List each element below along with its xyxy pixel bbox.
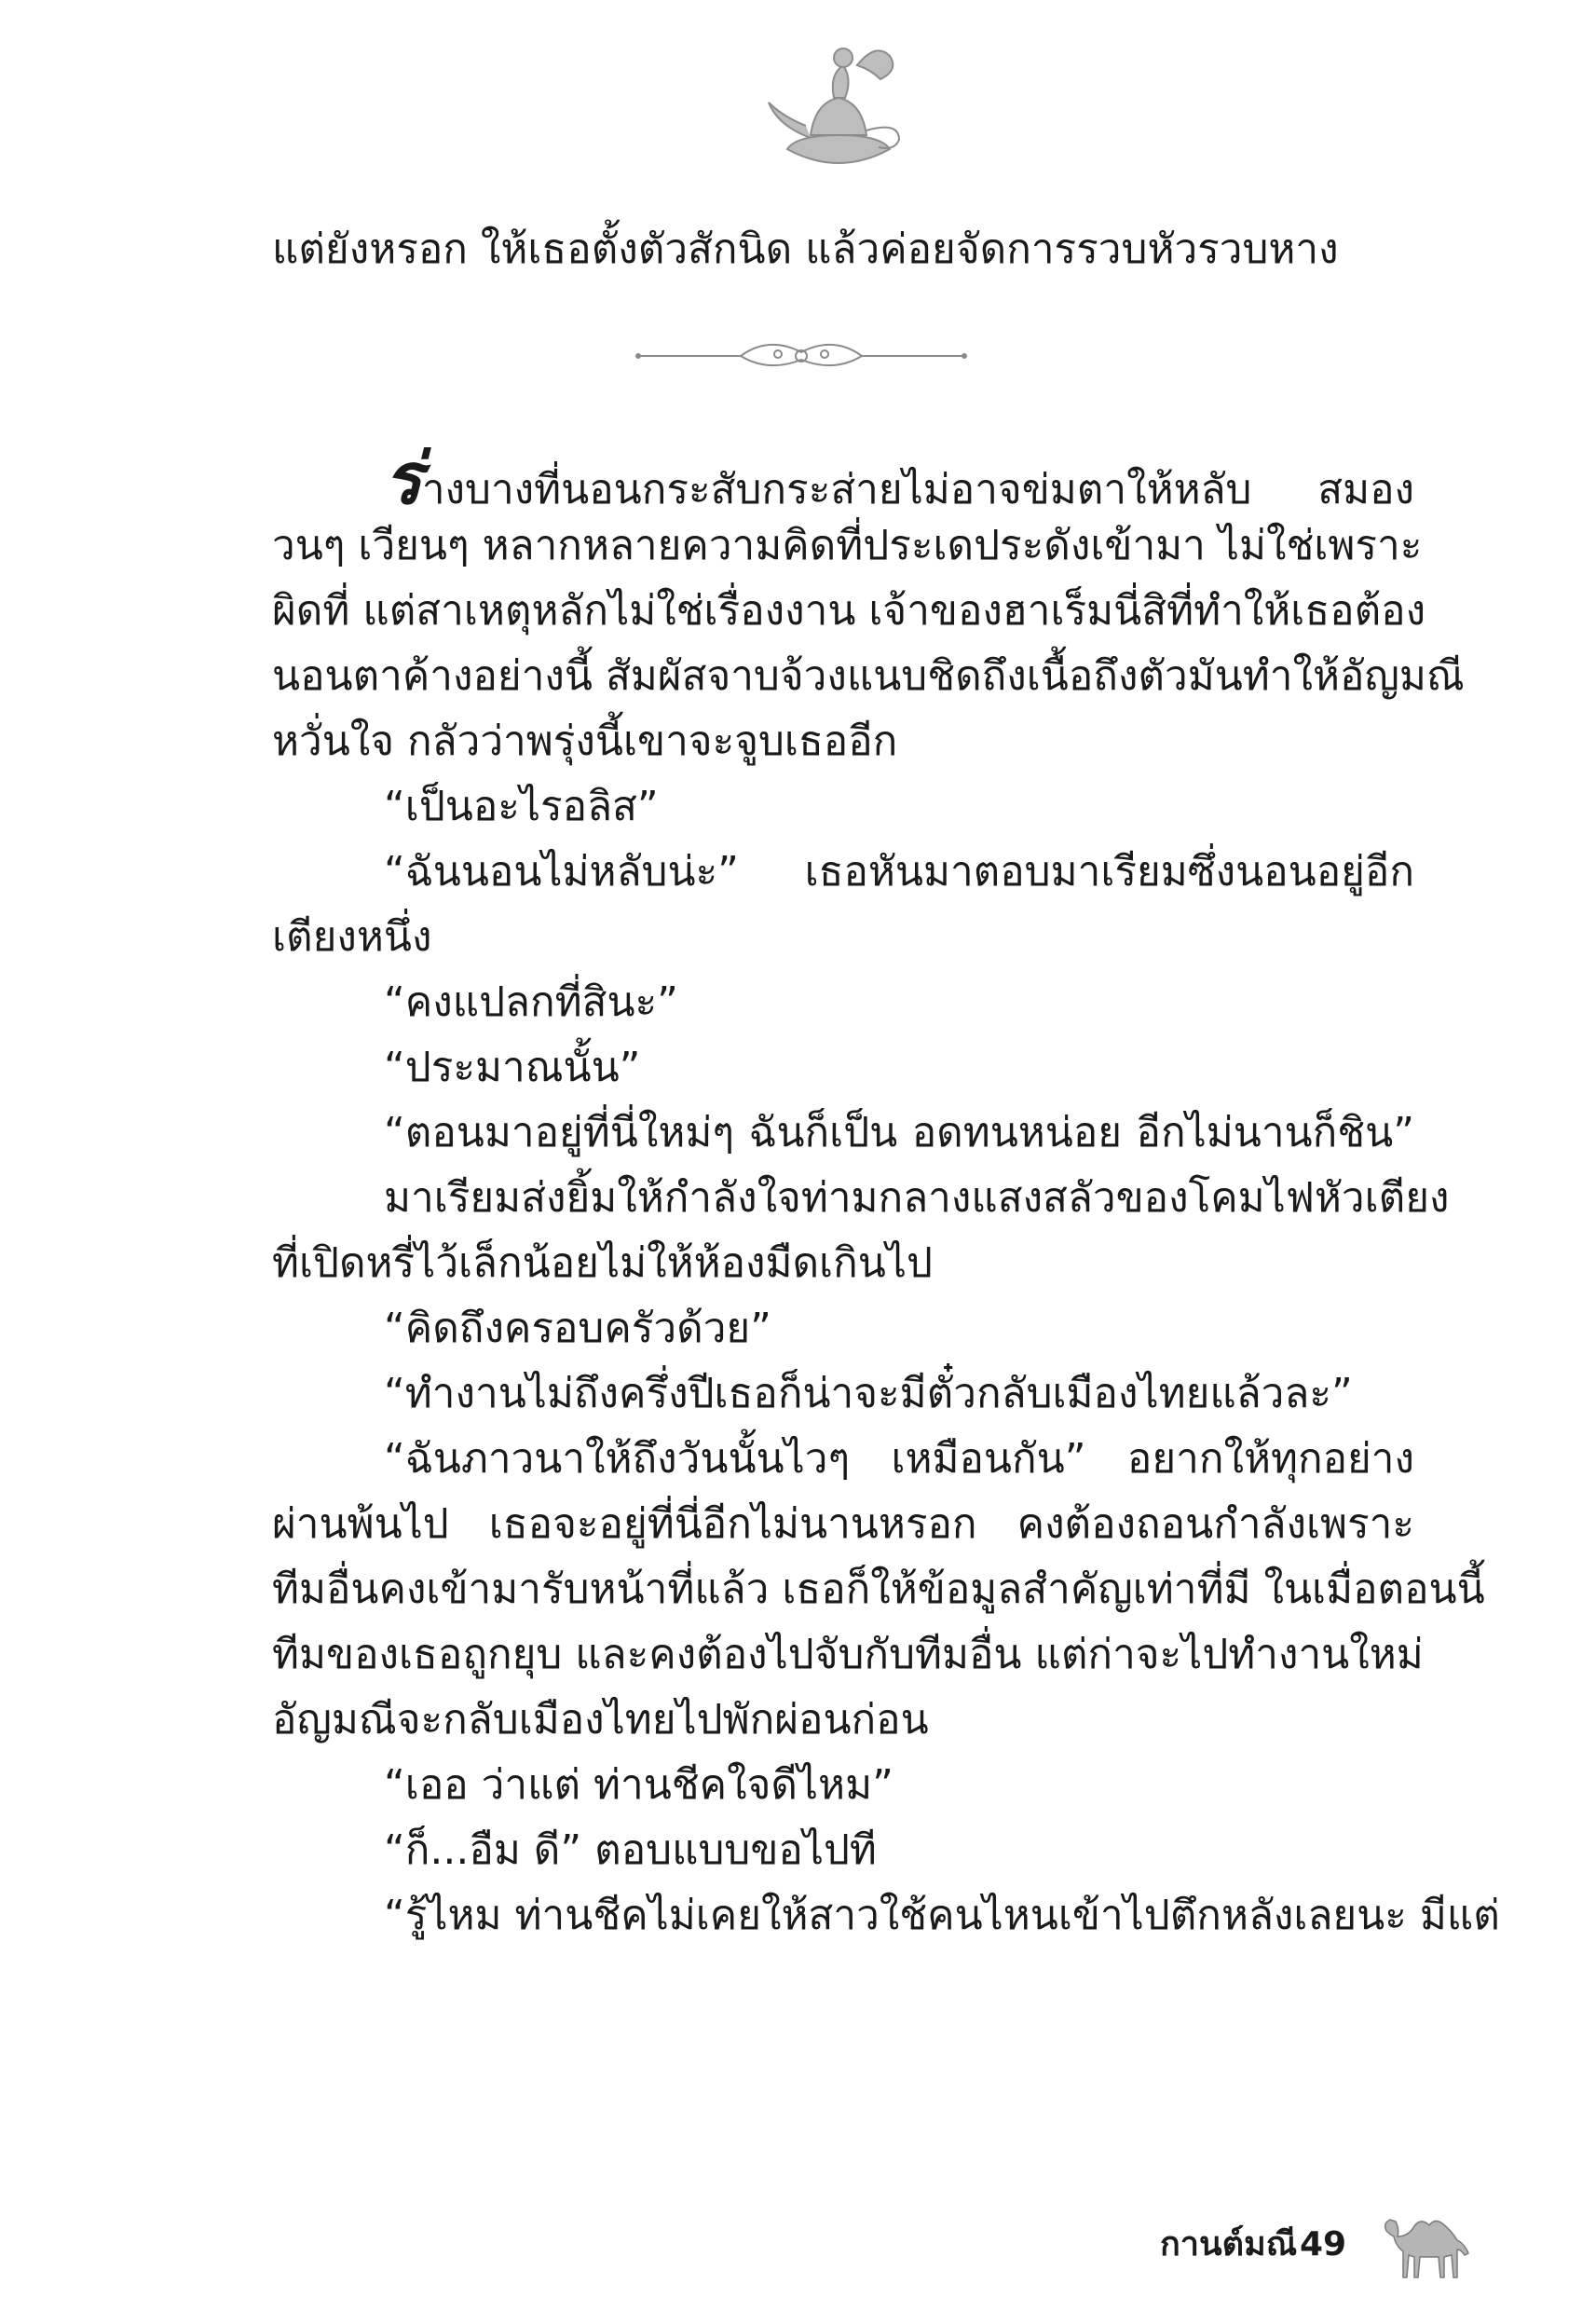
text-line: ทีมของเธอถูกยุบ และคงต้องไปจับกับทีมอื่น แต่ก่าจะไปทำงานใหม่ (272, 1631, 1424, 1678)
text-line: มาเรียมส่งยิ้มให้กำลังใจท่ามกลางแสงสลัวของโคมไฟหัวเตียง (384, 1174, 1450, 1222)
opening-line: แต่ยังหรอก ให้เธอตั้งตัวสักนิด แล้วค่อยจัดการรวบหัวรวบหาง (272, 226, 1339, 273)
text-line: ผิดที่ แต่สาเหตุหลักไม่ใช่เรื่องงาน เจ้าของฮาเร็มนี่สิที่ทำให้เธอต้อง (272, 587, 1426, 635)
dialogue-line: “รู้ไหม ท่านชีคไม่เคยให้สาวใช้คนไหนเข้าไปตึกหลังเลยนะ มีแต่ (384, 1892, 1500, 1939)
dialogue-line: “คงแปลกที่สินะ” (384, 978, 678, 1026)
text-line: นอนตาค้างอย่างนี้ สัมผัสจาบจ้วงแนบชิดถึงเนื้อถึงตัวมันทำให้อัญมณี (272, 652, 1465, 700)
dialogue-line: “ก็...อืม ดี” ตอบแบบขอไปที (384, 1826, 877, 1874)
dialogue-line: “คิดถึงครอบครัวด้วย” (384, 1305, 771, 1352)
text-line: อัญมณีจะกลับเมืองไทยไปพักผ่อนก่อน (272, 1696, 929, 1744)
dialogue-line: “ทำงานไม่ถึงครึ่งปีเธอก็น่าจะมีตั๋วกลับเมืองไทยแล้วละ” (384, 1370, 1353, 1417)
dialogue-line: “เออ ว่าแต่ ท่านชีคใจดีไหม” (384, 1761, 893, 1809)
text-line: ร่างบางที่นอนกระสับกระส่ายไม่อาจข่มตาให้หลับ สมอง (384, 437, 1414, 520)
dialogue-line: “ประมาณนั้น” (384, 1044, 641, 1091)
dialogue-line: “เป็นอะไรอลิส” (384, 783, 659, 830)
dialogue-line: “ฉันนอนไม่หลับน่ะ” เธอหันมาตอบมาเรียมซึ่งนอนอยู่อีก (384, 848, 1414, 896)
ornament-divider (629, 335, 974, 376)
text-line: เตียงหนึ่ง (272, 913, 432, 961)
camel-icon (1379, 2208, 1481, 2281)
footer-book-title: กานต์มณี (1160, 2225, 1298, 2263)
text-line: ผ่านพ้นไป เธอจะอยู่ที่นี่อีกไม่นานหรอก คงต้องถอนกำลังเพราะ (272, 1500, 1414, 1548)
page-number: 49 (1300, 2225, 1347, 2263)
drop-cap: ร่ (384, 437, 422, 520)
dialogue-line: “ตอนมาอยู่ที่นี่ใหม่ๆ ฉันก็เป็น อดทนหน่อย อีกไม่นานก็ชิน” (384, 1109, 1414, 1156)
text-line: ทีมอื่นคงเข้ามารับหน้าที่แล้ว เธอก็ให้ข้อมูลสำคัญเท่าที่มี ในเมื่อตอนนี้ (272, 1566, 1485, 1613)
genie-lamp-icon (759, 37, 918, 177)
text-line: หวั่นใจ กลัวว่าพรุ่งนี้เขาจะจูบเธออีก (272, 718, 898, 765)
dialogue-line: “ฉันภาวนาให้ถึงวันนั้นไวๆ เหมือนกัน” อยากให้ทุกอย่าง (384, 1435, 1414, 1483)
text-line: วนๆ เวียนๆ หลากหลายความคิดที่ประเดประดังเข้ามา ไม่ใช่เพราะ (272, 522, 1423, 569)
text-line: ที่เปิดหรี่ไว้เล็กน้อยไม่ให้ห้องมืดเกินไป (272, 1239, 933, 1287)
